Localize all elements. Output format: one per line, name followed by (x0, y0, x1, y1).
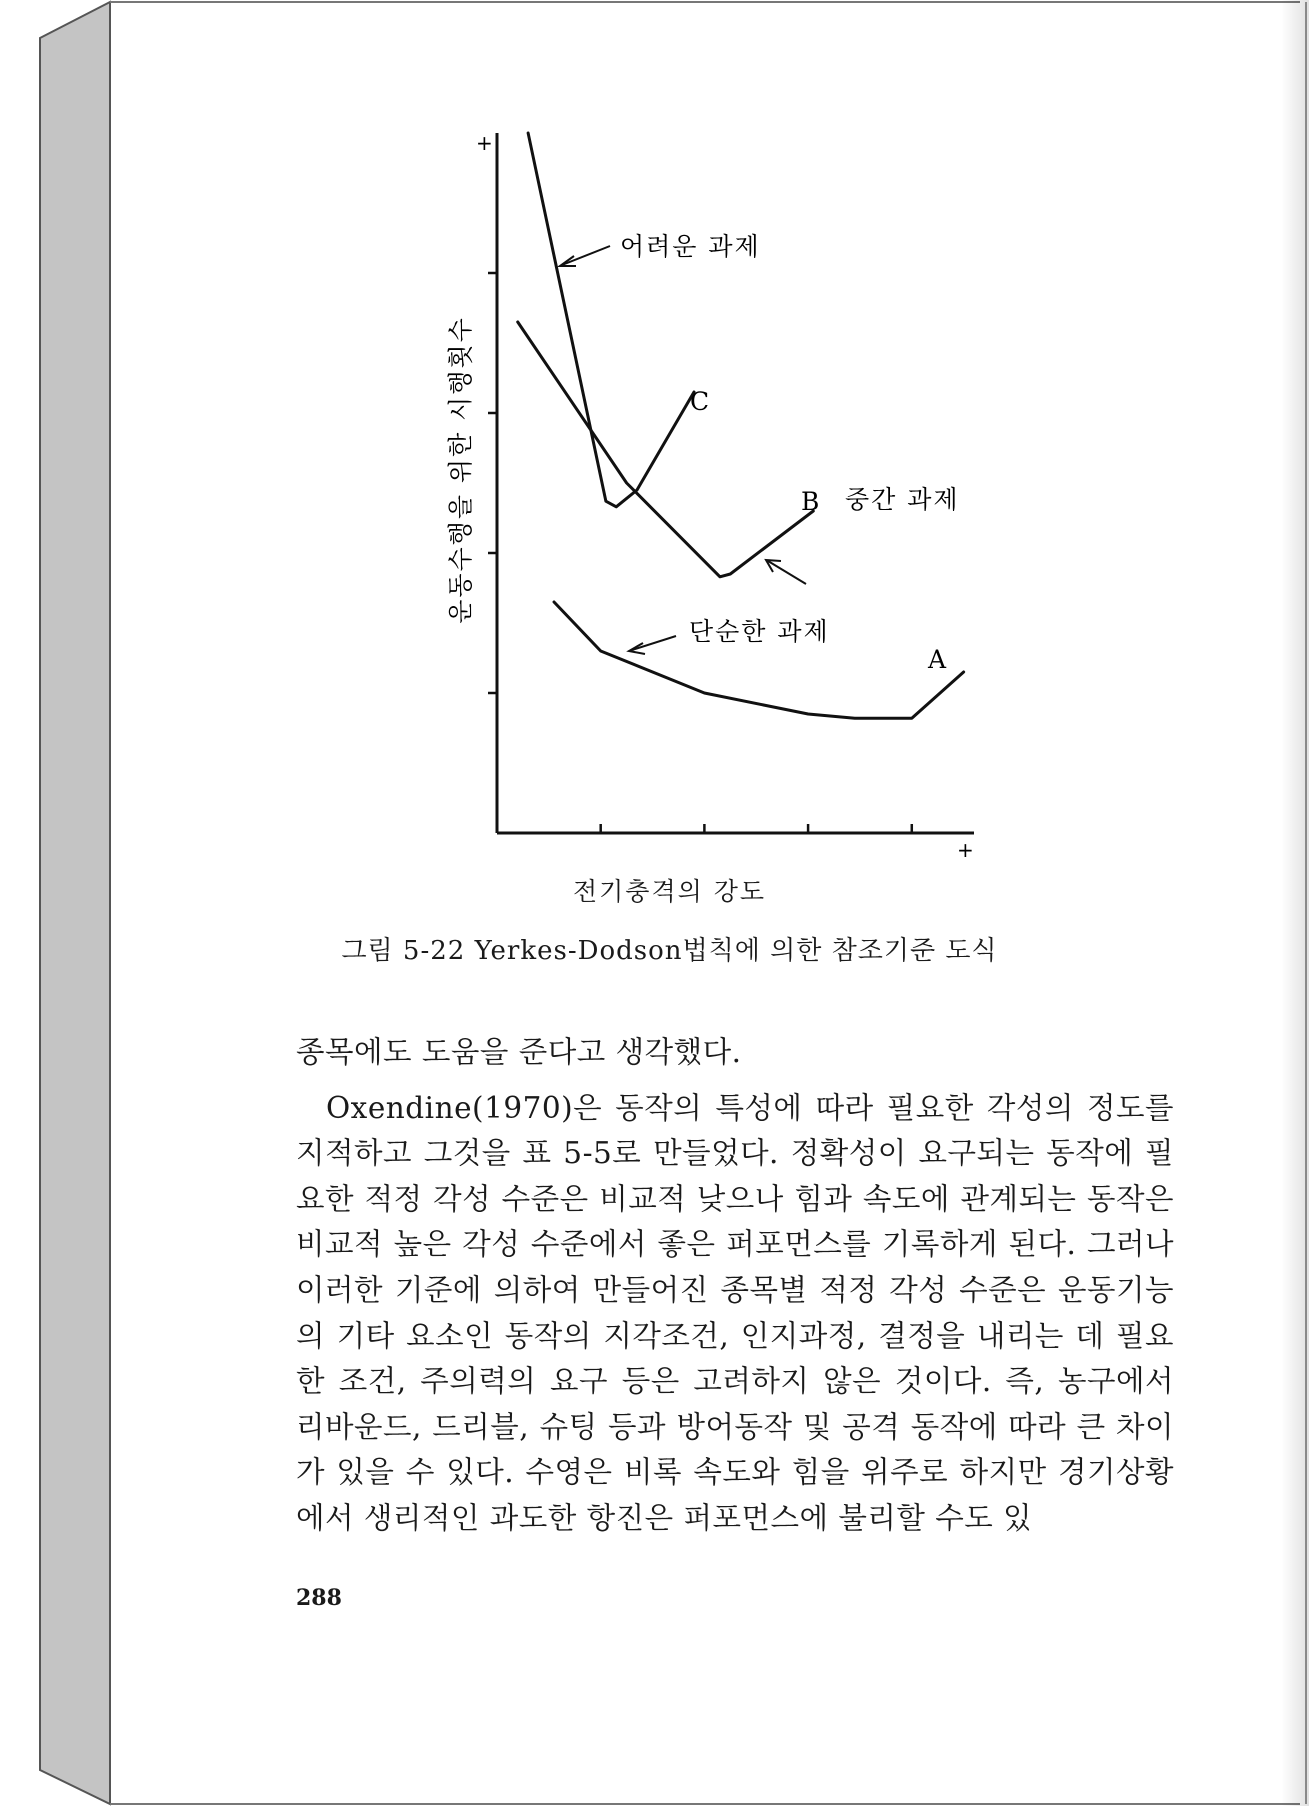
body-text (296, 1030, 1174, 1542)
x-axis-label: 전기충격의 강도 (573, 877, 766, 906)
annotation-arrows (560, 246, 806, 654)
y-axis-label: 운동수행을 위한 시행횟수 (446, 316, 475, 624)
series-line-b (518, 322, 814, 577)
arrow-simple (632, 636, 676, 650)
paragraph: 종목에도 도움을 준다고 생각했다. (296, 1035, 742, 1069)
paragraph: Oxendine(1970)은 동작의 특성에 따라 필요한 각성의 정도를 지적하고 그것을 표 5-5로 만들었다. 정확성이 요구되는 동작에 필요한 적정 각성 수준은 비교적 낮으나 힘과 속도에 관계되는 동작은 비교적 높은 각성 수준에서 좋은 퍼포먼스를 기록하게 된다. 그러나 이러한 기준에 의하여 만들어진 종목별 적정 각성 수준은 운동기능의 기타 요소인 동작의 지각조건, 인지과정, 결정을 내리는 데 필요한 조건, 주의력의 요구 등은 고려하지 않은 것이다. 즉, 농구에서 리바운드, 드리블, 슈팅 등과 방어동작 및 공격 동작에 따라 큰 차이가 있을 수 있다. 수영은 비록 속도와 힘을 위주로 하지만 경기상황에서 생리적인 과도한 항진은 퍼포먼스에 불리할 수도 있 (296, 1090, 1174, 1535)
label-c: C (690, 387, 710, 416)
arrow-middle (768, 561, 806, 584)
label-a: A (928, 645, 947, 674)
label-b: B (801, 487, 820, 516)
label-simple-task: 단순한 과제 (689, 617, 830, 646)
label-middle-task: 중간 과제 (845, 485, 960, 514)
figure-caption: 그림 5-22 Yerkes-Dodson법칙에 의한 참조기준 도식 (341, 936, 998, 966)
y-axis-plus: + (476, 131, 493, 155)
x-axis-plus: + (957, 838, 974, 862)
label-difficult-task: 어려운 과제 (620, 232, 761, 261)
arrow-difficult (562, 246, 610, 265)
figure (0, 0, 1309, 900)
series-line-c (528, 133, 694, 507)
page-number: 288 (296, 1585, 342, 1611)
ticks (488, 273, 912, 833)
